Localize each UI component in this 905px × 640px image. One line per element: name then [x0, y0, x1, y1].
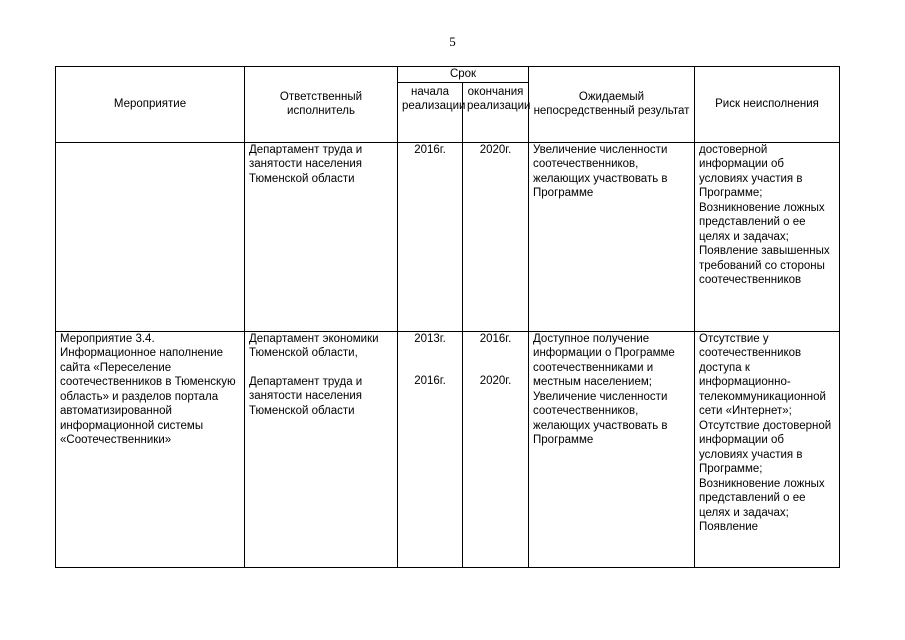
- header-executor: Ответственный исполнитель: [245, 67, 398, 143]
- executor-cell: [245, 331, 398, 567]
- start-year: 2013г.: [414, 332, 446, 345]
- header-start: начала реализации: [398, 82, 463, 142]
- header-end: окончания реализации: [463, 82, 529, 142]
- executor-text: Департамент труда и занятости населения Тюменской области: [249, 375, 363, 417]
- end-year: 2020г.: [479, 143, 512, 156]
- header-activity: Мероприятие: [56, 67, 245, 143]
- table-row: [56, 142, 840, 331]
- executor-cell: [245, 142, 398, 331]
- activity-cell: Мероприятие 3.4. Информационное наполнение сайта «Переселение соотечественников в Тюменскую область» и разделов портала автоматизированной информационной системы «Соотечественники»: [56, 331, 245, 567]
- program-activities-table: [55, 66, 840, 568]
- executor-text: Департамент труда и занятости населения Тюменской области: [249, 143, 363, 185]
- start-year: 2016г.: [414, 375, 446, 387]
- page-number: 5: [449, 34, 456, 49]
- risk-cell: Отсутствие у соотечественников доступа к информационно-телекоммуникационной сети «Интернет»; Отсутствие достоверной информации об условиях участия в Программе; Возникновение ложных представлений о ее целях и задачах; Появление: [695, 331, 840, 567]
- start-cell: [398, 142, 463, 331]
- result-cell: Увеличение численности соотечественников, желающих участвовать в Программе: [529, 142, 695, 331]
- risk-cell: достоверной информации об условиях участия в Программе; Возникновение ложных представлений о ее целях и задачах; Появление завышенных требований со стороны соотечественников: [695, 142, 840, 331]
- end-year: 2020г.: [479, 375, 512, 387]
- header-result: Ожидаемый непосредственный результат: [529, 67, 695, 143]
- end-year: 2016г.: [479, 332, 512, 345]
- result-cell: Доступное получение информации о Программе соотечественниками и местным населением; Увеличение численности соотечественников, желающих участвовать в Программе: [529, 331, 695, 567]
- header-risk: Риск неисполнения: [695, 67, 840, 143]
- end-cell: [463, 331, 529, 567]
- end-cell: [463, 142, 529, 331]
- activity-cell: [56, 142, 245, 331]
- start-cell: [398, 331, 463, 567]
- header-term: Срок: [398, 67, 529, 83]
- start-year: 2016г.: [414, 143, 446, 156]
- table-row: [56, 331, 840, 567]
- executor-text: Департамент экономики Тюменской области,: [249, 332, 379, 359]
